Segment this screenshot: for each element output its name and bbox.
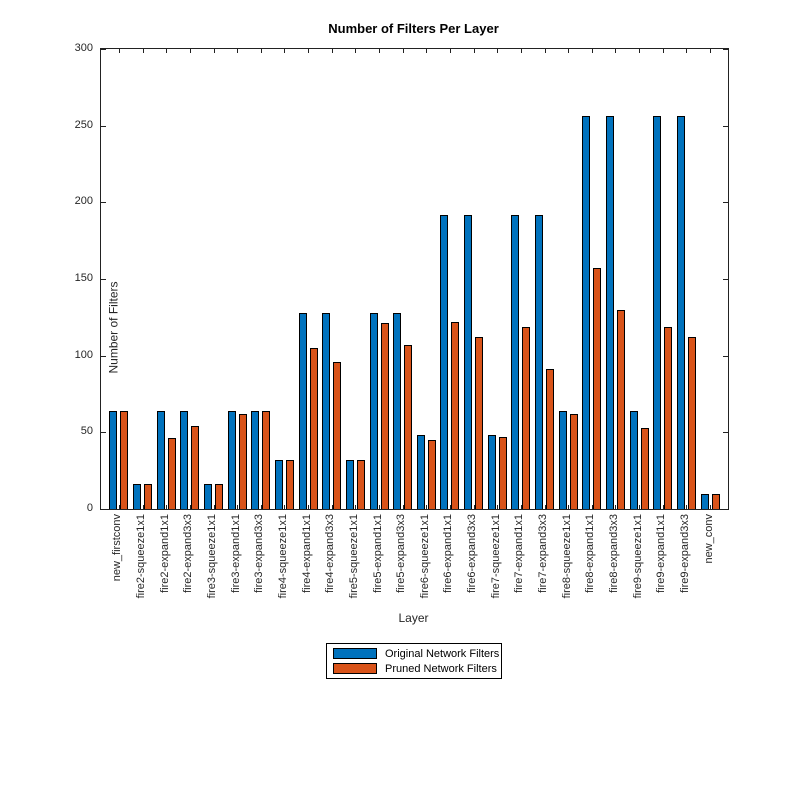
x-tick [497,505,498,509]
bar-original [346,460,354,509]
bar-original [157,411,165,509]
bar-pruned [168,438,176,509]
bar-pruned [522,327,530,509]
x-tick-label: fire7-expand3x3 [537,514,550,593]
bar-pruned [286,460,294,509]
x-tick [474,49,475,53]
x-tick-label: fire2-squeeze1x1 [135,514,148,599]
x-tick [568,505,569,509]
bar-pruned [641,428,649,509]
x-tick-label: fire8-expand3x3 [607,514,620,593]
x-tick [332,49,333,53]
y-tick-label: 0 [86,502,93,514]
bar-original [109,411,117,509]
legend-swatch [333,648,377,659]
x-tick-label: fire6-expand1x1 [442,514,455,593]
x-tick [214,49,215,53]
x-tick [403,49,404,53]
y-tick [723,49,728,50]
x-tick-label: fire9-expand1x1 [655,514,668,593]
bar-pruned [593,268,601,509]
y-tick [723,356,728,357]
bar-original [299,313,307,509]
y-tick [101,356,106,357]
x-tick [284,49,285,53]
y-tick-label: 250 [74,119,93,131]
bar-pruned [144,484,152,509]
y-tick-label: 200 [74,195,93,207]
y-tick [101,126,106,127]
x-tick-label: fire9-expand3x3 [678,514,691,593]
y-tick [101,279,106,280]
bar-pruned [688,337,696,509]
bar-original [677,116,685,509]
y-tick [101,432,106,433]
x-tick-label: fire5-squeeze1x1 [347,514,360,599]
bar-original [322,313,330,509]
bar-original [180,411,188,509]
bar-pruned [546,369,554,509]
x-tick [190,49,191,53]
bar-original [204,484,212,509]
bar-pruned [120,411,128,509]
x-tick [308,505,309,509]
y-tick [723,126,728,127]
x-tick [639,49,640,53]
x-tick-label: fire3-expand1x1 [229,514,242,593]
x-tick-label: fire6-squeeze1x1 [418,514,431,599]
bar-original [701,494,709,509]
x-tick-label: fire4-expand1x1 [300,514,313,593]
x-tick [710,505,711,509]
x-tick [663,49,664,53]
x-tick [521,49,522,53]
legend-label: Pruned Network Filters [385,662,497,675]
bar-pruned [617,310,625,509]
bar-original [630,411,638,509]
x-tick [355,505,356,509]
bar-pruned [239,414,247,509]
x-tick-label: fire8-expand1x1 [584,514,597,593]
bar-pruned [428,440,436,509]
x-tick-label: fire7-expand1x1 [513,514,526,593]
bar-original [393,313,401,509]
x-tick [426,49,427,53]
x-tick [592,49,593,53]
y-tick [723,279,728,280]
bar-original [417,435,425,509]
x-tick [615,49,616,53]
y-tick [101,49,106,50]
bar-original [559,411,567,509]
x-tick [615,505,616,509]
bar-original [440,215,448,509]
bar-original [228,411,236,509]
x-tick [237,49,238,53]
x-tick-label: fire9-squeeze1x1 [631,514,644,599]
chart-title: Number of Filters Per Layer [328,21,499,36]
legend-swatch [333,663,377,674]
y-tick [101,202,106,203]
y-tick [723,432,728,433]
bar-original [464,215,472,509]
x-tick-label: fire6-expand3x3 [466,514,479,593]
x-tick [119,49,120,53]
x-tick [284,505,285,509]
legend [326,643,502,679]
y-tick-label: 150 [74,272,93,284]
bar-pruned [404,345,412,509]
bar-pruned [712,494,720,509]
x-tick [355,49,356,53]
y-tick [101,509,106,510]
y-axis-label: Number of Filters [106,281,121,374]
x-tick [261,49,262,53]
x-tick [568,49,569,53]
bar-pruned [333,362,341,509]
plot-area [100,48,729,510]
x-tick-label: fire2-expand3x3 [182,514,195,593]
x-tick-label: fire5-expand1x1 [371,514,384,593]
bar-original [488,435,496,509]
x-tick [308,49,309,53]
x-tick [237,505,238,509]
x-tick-label: fire5-expand3x3 [395,514,408,593]
y-tick [723,509,728,510]
x-tick [426,505,427,509]
x-tick-label: fire8-squeeze1x1 [560,514,573,599]
bar-pruned [191,426,199,509]
x-tick-label: new_firstconv [111,514,124,582]
bar-pruned [664,327,672,509]
legend-row [327,646,501,661]
bar-pruned [451,322,459,509]
bar-pruned [357,460,365,509]
bar-original [653,116,661,509]
x-tick [686,49,687,53]
x-tick [379,49,380,53]
x-tick [166,505,167,509]
x-tick-label: fire7-squeeze1x1 [489,514,502,599]
bar-pruned [499,437,507,509]
bar-original [582,116,590,509]
x-tick-label: fire3-expand3x3 [253,514,266,593]
bar-original [511,215,519,509]
bar-pruned [570,414,578,509]
y-tick-label: 50 [80,425,93,437]
y-tick-label: 300 [74,42,93,54]
x-tick [166,49,167,53]
legend-row [327,661,501,676]
x-tick-label: new_conv [702,514,715,564]
x-tick [450,49,451,53]
bar-pruned [215,484,223,509]
x-tick [710,49,711,53]
bar-pruned [475,337,483,509]
bar-original [133,484,141,509]
x-tick [497,49,498,53]
bar-original [251,411,259,509]
x-tick [379,505,380,509]
x-tick-label: fire4-expand3x3 [324,514,337,593]
bar-original [275,460,283,509]
x-tick [686,505,687,509]
x-axis-label: Layer [398,611,429,625]
y-tick-label: 100 [74,349,93,361]
x-tick [143,49,144,53]
x-tick [545,49,546,53]
x-tick [639,505,640,509]
bar-original [535,215,543,509]
bar-pruned [262,411,270,509]
legend-label: Original Network Filters [385,647,500,660]
bar-original [370,313,378,509]
bar-pruned [381,323,389,509]
x-tick-label: fire2-expand1x1 [158,514,171,593]
x-tick-label: fire3-squeeze1x1 [206,514,219,599]
bar-original [606,116,614,509]
bar-pruned [310,348,318,509]
x-tick-label: fire4-squeeze1x1 [276,514,289,599]
y-tick [723,202,728,203]
